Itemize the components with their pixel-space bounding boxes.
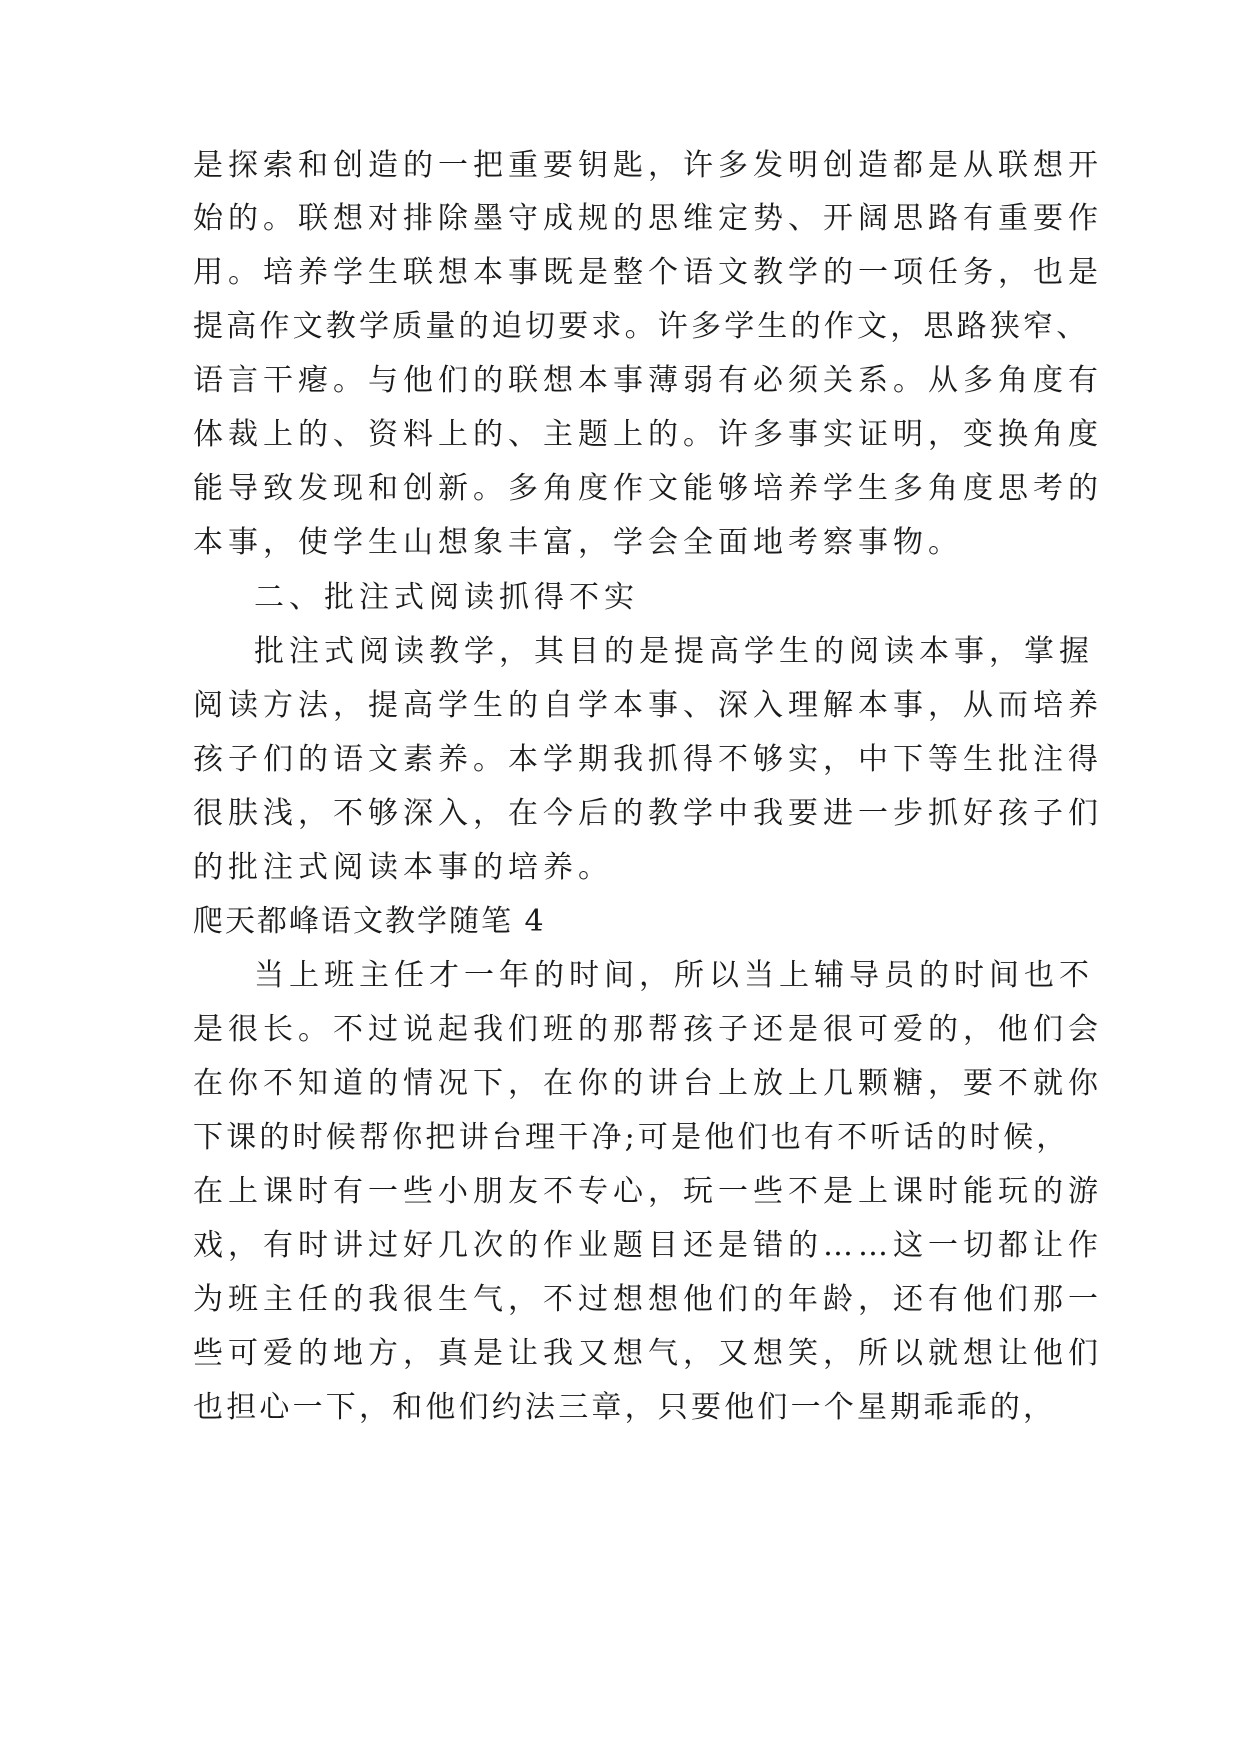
- paragraph-line: 始的。联想对排除墨守成规的思维定势、开阔思路有重要作: [193, 201, 1103, 236]
- paragraph-line: 批注式阅读教学，其目的是提高学生的阅读本事，掌握: [254, 634, 1094, 669]
- paragraph-line: 能导致发现和创新。多角度作文能够培养学生多角度思考的: [193, 471, 1103, 506]
- paragraph-line: 为班主任的我很生气，不过想想他们的年龄，还有他们那一: [193, 1282, 1103, 1317]
- paragraph-line: 在上课时有一些小朋友不专心，玩一些不是上课时能玩的游: [193, 1174, 1103, 1209]
- article-title: 爬天都峰语文教学随笔 4: [193, 904, 546, 939]
- paragraph-line: 些可爱的地方，真是让我又想气，又想笑，所以就想让他们: [193, 1336, 1103, 1371]
- paragraph-line: 戏，有时讲过好几次的作业题目还是错的……这一切都让作: [193, 1228, 1103, 1263]
- paragraph-line: 在你不知道的情况下，在你的讲台上放上几颗糖，要不就你: [193, 1066, 1103, 1101]
- paragraph-line: 是很长。不过说起我们班的那帮孩子还是很可爱的，他们会: [193, 1012, 1103, 1047]
- paragraph-line: 是探索和创造的一把重要钥匙，许多发明创造都是从联想开: [193, 148, 1103, 183]
- paragraph-line: 的批注式阅读本事的培养。: [193, 850, 613, 885]
- paragraph-line: 语言干瘪。与他们的联想本事薄弱有必须关系。从多角度有: [193, 363, 1103, 398]
- paragraph-line: 体裁上的、资料上的、主题上的。许多事实证明，变换角度: [193, 417, 1103, 452]
- section-heading: 二、批注式阅读抓得不实: [254, 580, 639, 615]
- paragraph-line: 用。培养学生联想本事既是整个语文教学的一项任务，也是: [193, 255, 1103, 290]
- paragraph-line: 下课的时候帮你把讲台理干净;可是他们也有不听话的时候，: [193, 1120, 1070, 1155]
- paragraph-line: 本事，使学生山想象丰富，学会全面地考察事物。: [193, 525, 963, 560]
- paragraph-line: 很肤浅，不够深入，在今后的教学中我要进一步抓好孩子们: [193, 796, 1103, 831]
- paragraph-line: 也担心一下，和他们约法三章，只要他们一个星期乖乖的，: [193, 1390, 1057, 1425]
- paragraph-line: 当上班主任才一年的时间，所以当上辅导员的时间也不: [254, 958, 1094, 993]
- paragraph-line: 提高作文教学质量的迫切要求。许多学生的作文，思路狭窄、: [193, 309, 1090, 344]
- paragraph-line: 孩子们的语文素养。本学期我抓得不够实，中下等生批注得: [193, 742, 1103, 777]
- paragraph-line: 阅读方法，提高学生的自学本事、深入理解本事，从而培养: [193, 688, 1103, 723]
